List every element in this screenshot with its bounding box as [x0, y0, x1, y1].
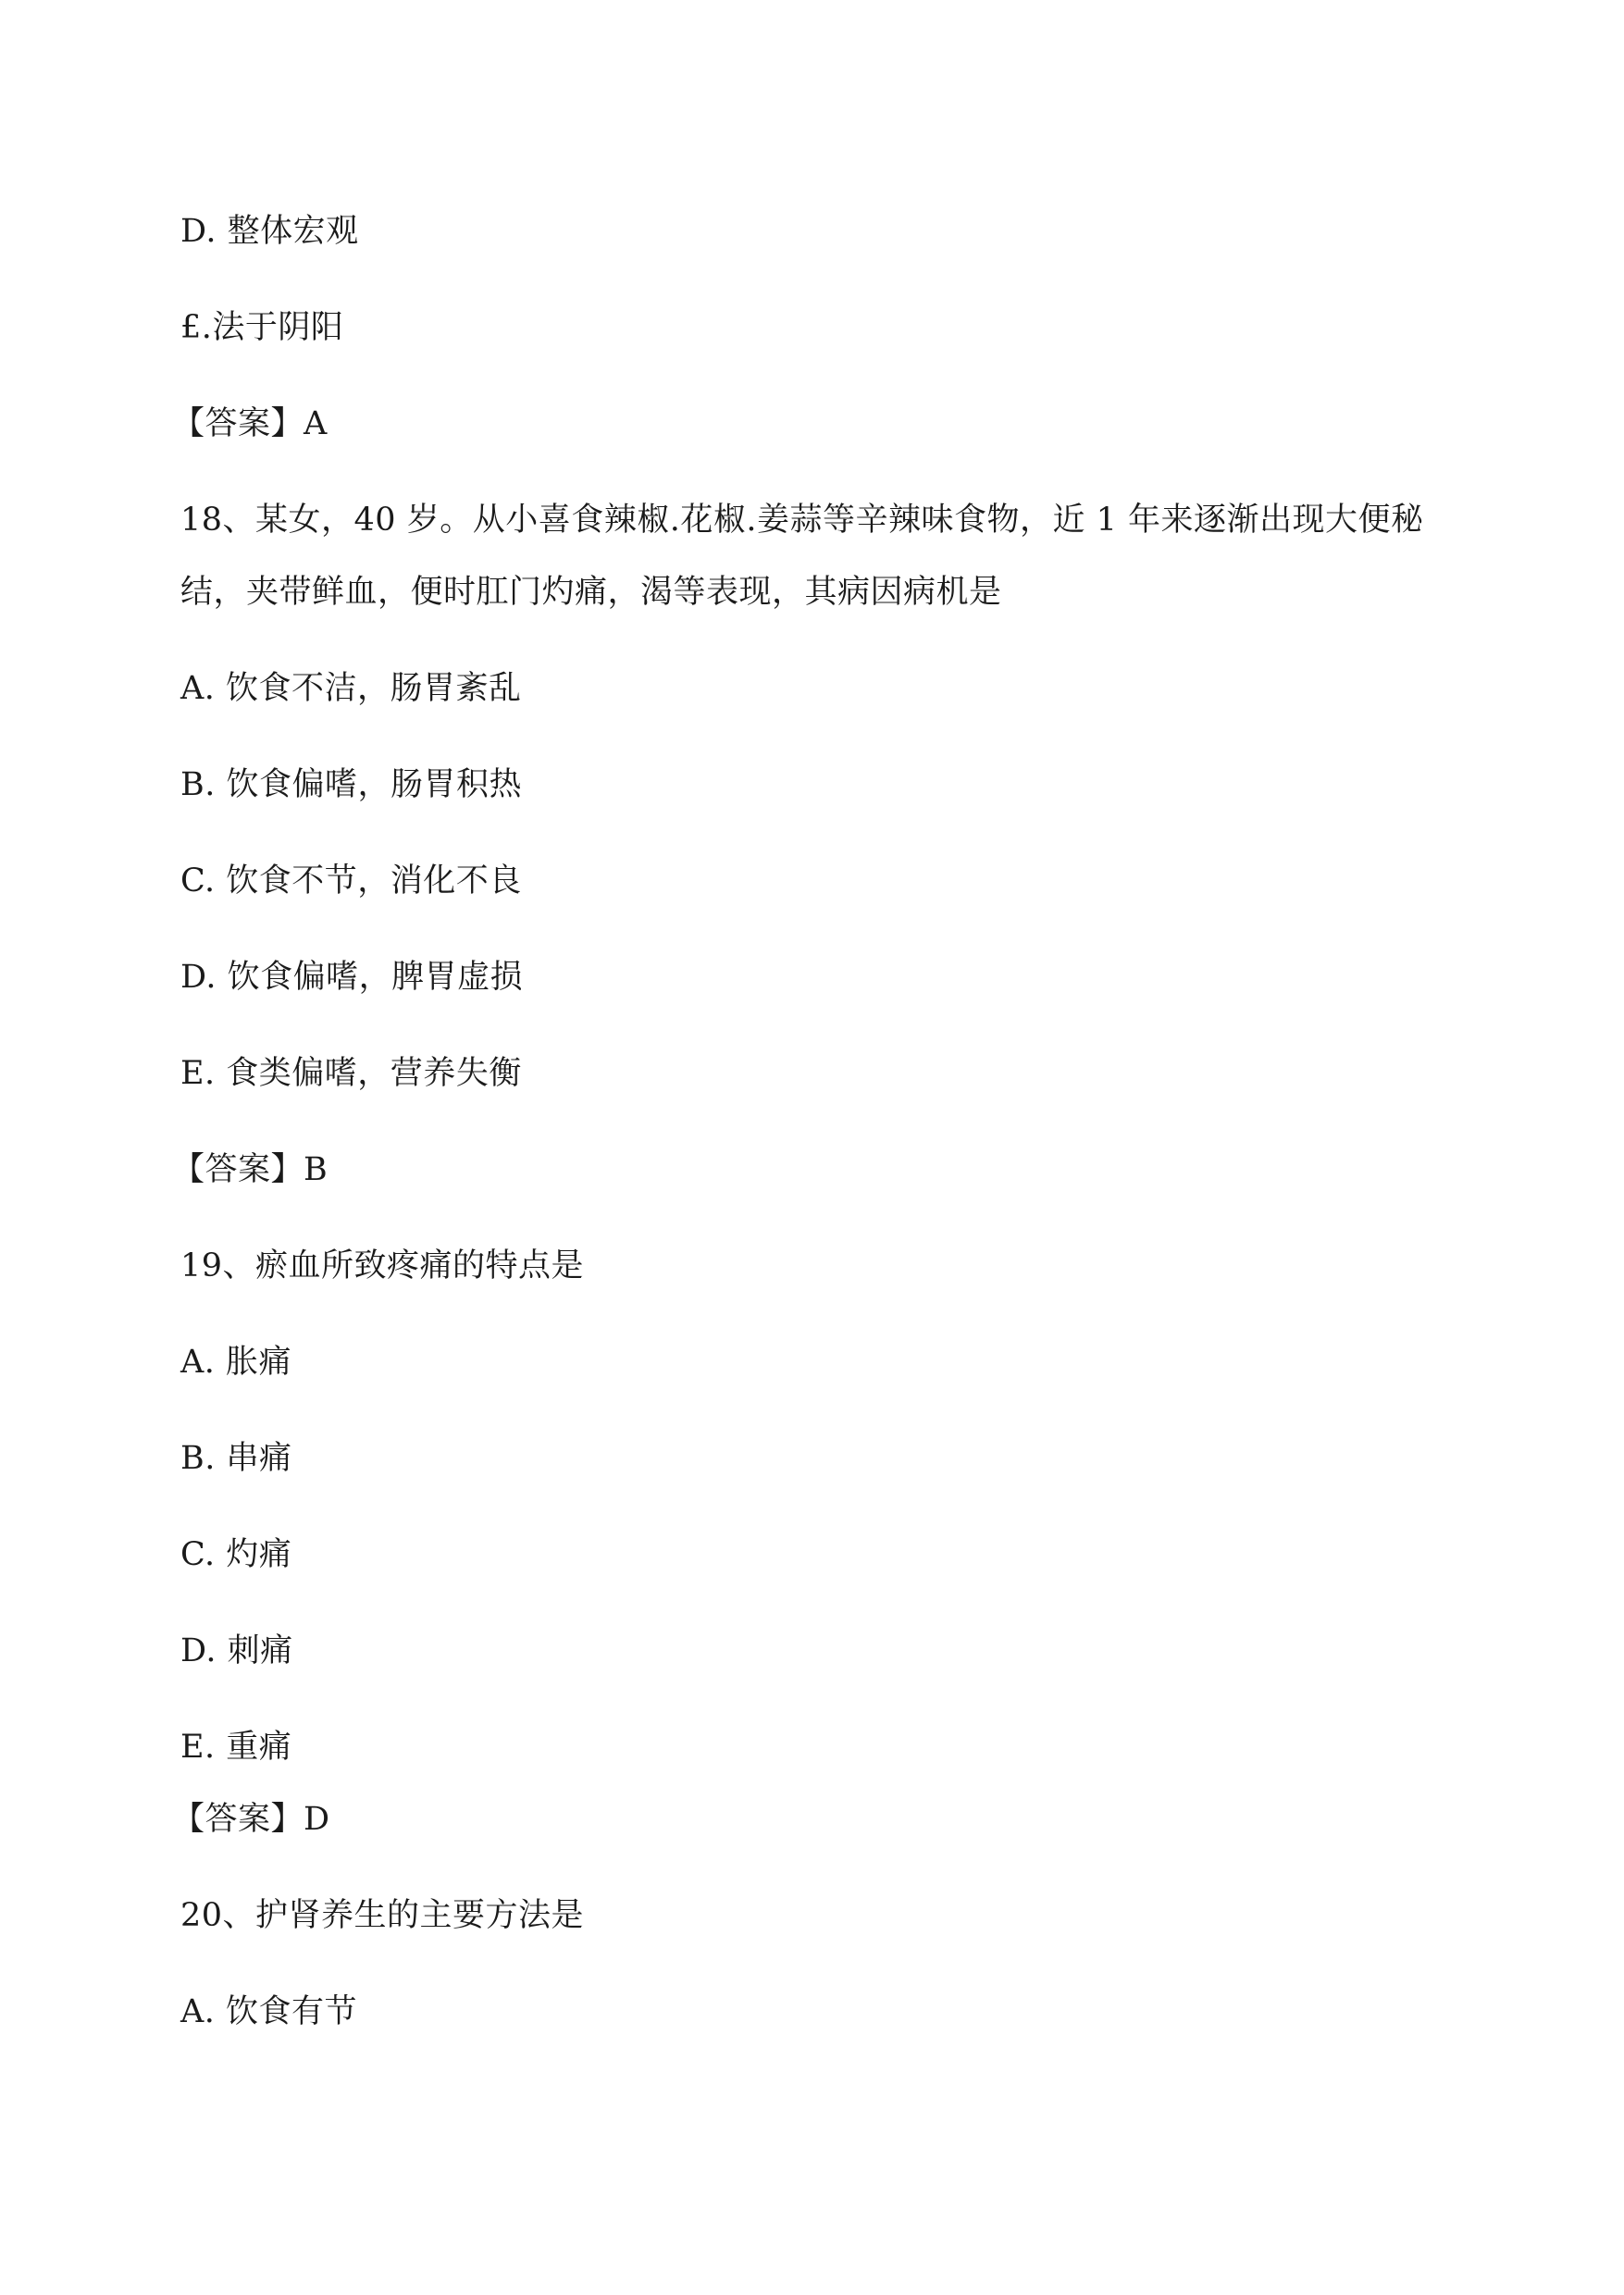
answer-q18: 【答案】B — [172, 1151, 329, 1188]
option-c-q19: C. 灼痛 — [180, 1536, 292, 1573]
option-d-q17: D. 整体宏观 — [180, 213, 359, 250]
question-18-line-1: 18、某女，40 岁。从小喜食辣椒.花椒.姜蒜等辛辣味食物，近 1 年来逐渐出现大便秘 — [180, 502, 1424, 539]
answer-q17: 【答案】A — [172, 405, 328, 442]
question-19: 19、瘀血所致疼痛的特点是 — [180, 1247, 585, 1284]
option-e-q18: E. 食类偏嗜，营养失衡 — [180, 1055, 522, 1092]
option-b-q19: B. 串痛 — [180, 1440, 292, 1477]
question-18-line-2: 结，夹带鲜血，便时肛门灼痛，渴等表现，其病因病机是 — [180, 574, 1002, 611]
option-a-q18: A. 饮食不洁，肠胃紊乱 — [180, 670, 522, 707]
question-20: 20、护肾养生的主要方法是 — [180, 1897, 585, 1934]
option-e-q17: £.法于阴阳 — [180, 309, 344, 346]
option-b-q18: B. 饮食偏嗜，肠胃积热 — [180, 766, 522, 803]
option-a-q19: A. 胀痛 — [180, 1344, 292, 1381]
option-e-q19: E. 重痛 — [180, 1729, 292, 1766]
option-a-q20: A. 饮食有节 — [180, 1993, 358, 2030]
option-d-q18: D. 饮食偏嗜，脾胃虚损 — [180, 959, 524, 996]
option-c-q18: C. 饮食不节，消化不良 — [180, 862, 522, 899]
option-d-q19: D. 刺痛 — [180, 1632, 293, 1669]
answer-q19: 【答案】D — [172, 1801, 330, 1838]
